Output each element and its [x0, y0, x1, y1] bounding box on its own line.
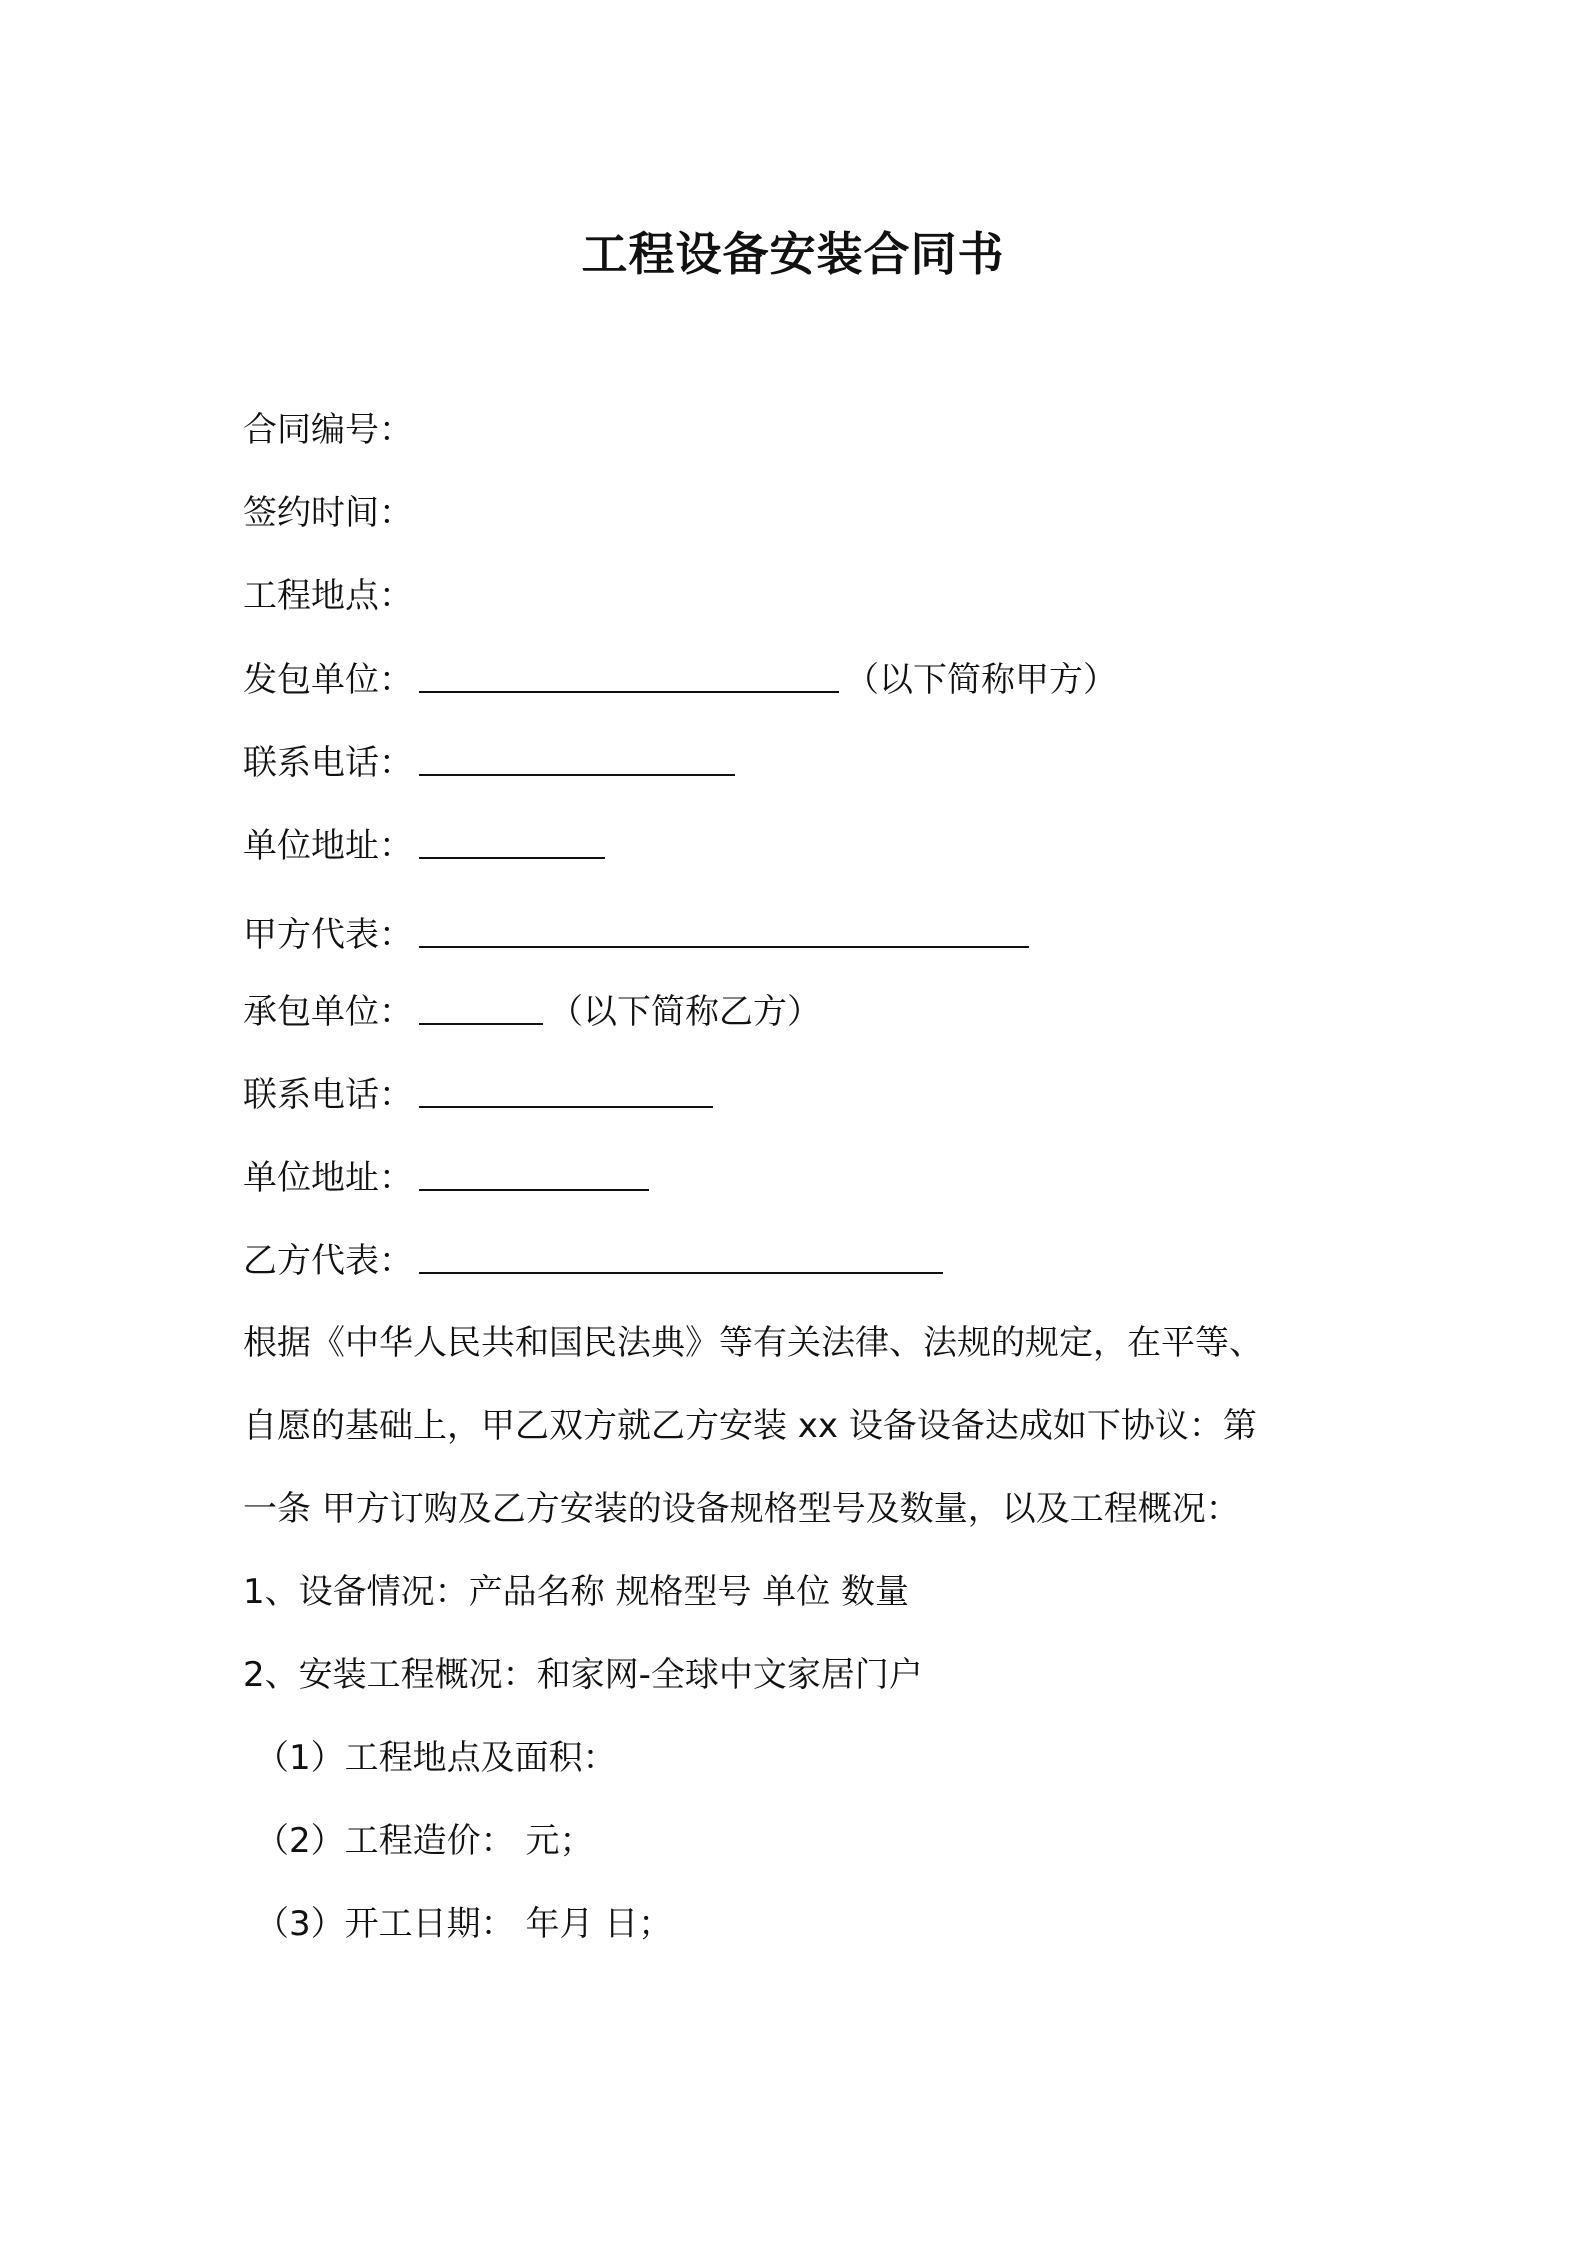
body-paragraph: 根据《中华人民共和国民法典》等有关法律、法规的规定，在平等、: [243, 1323, 1263, 1363]
field-label: 甲方代表：: [243, 915, 413, 955]
field-party-a-unit: [243, 657, 1363, 701]
field-party-b-phone: [243, 1072, 1363, 1116]
field-label: 单位地址：: [243, 1158, 413, 1198]
body-paragraph: 自愿的基础上，甲乙双方就乙方安装 xx 设备设备达成如下协议：第: [243, 1406, 1257, 1446]
document-content: [243, 408, 1363, 1985]
document-title: 工程设备安装合同书: [581, 227, 1005, 281]
field-contract-no: [243, 408, 1363, 452]
project-site-area: （1）工程地点及面积：: [255, 1738, 617, 1778]
fill-blank: [419, 823, 605, 859]
project-cost: （2）工程造价： 元；: [255, 1821, 594, 1861]
fill-blank: [419, 1238, 943, 1274]
equipment-item: 1、设备情况：产品名称 规格型号 单位 数量: [243, 1572, 910, 1612]
field-label: 单位地址：: [243, 826, 413, 866]
field-project-site: [243, 574, 1363, 618]
field-party-a-phone: [243, 740, 1363, 784]
field-label: 联系电话：: [243, 1075, 413, 1115]
field-party-a-rep: [243, 912, 1363, 956]
fill-blank: [419, 657, 839, 693]
field-label: 发包单位：: [243, 660, 413, 700]
field-label: 乙方代表：: [243, 1241, 413, 1281]
field-party-b-rep: [243, 1238, 1363, 1282]
field-label: 联系电话：: [243, 743, 413, 783]
field-label: 合同编号：: [243, 410, 413, 450]
start-date: （3）开工日期： 年月 日；: [255, 1904, 673, 1944]
fill-blank: [419, 740, 735, 776]
field-party-a-address: [243, 823, 1363, 867]
field-note: （以下简称甲方）: [845, 660, 1117, 700]
fill-blank: [419, 989, 543, 1025]
field-note: （以下简称乙方）: [549, 992, 821, 1032]
fill-blank: [419, 912, 1029, 948]
fill-blank: [419, 1155, 649, 1191]
field-label: 承包单位：: [243, 992, 413, 1032]
project-overview-item: 2、安装工程概况：和家网-全球中文家居门户: [243, 1655, 923, 1695]
field-sign-time: [243, 491, 1363, 535]
body-paragraph: 一条 甲方订购及乙方安装的设备规格型号及数量，以及工程概况：: [243, 1489, 1240, 1529]
field-label: 工程地点：: [243, 576, 413, 616]
field-party-b-unit: [243, 989, 1363, 1033]
fill-blank: [419, 1072, 713, 1108]
field-party-b-address: [243, 1155, 1363, 1199]
field-label: 签约时间：: [243, 493, 413, 533]
